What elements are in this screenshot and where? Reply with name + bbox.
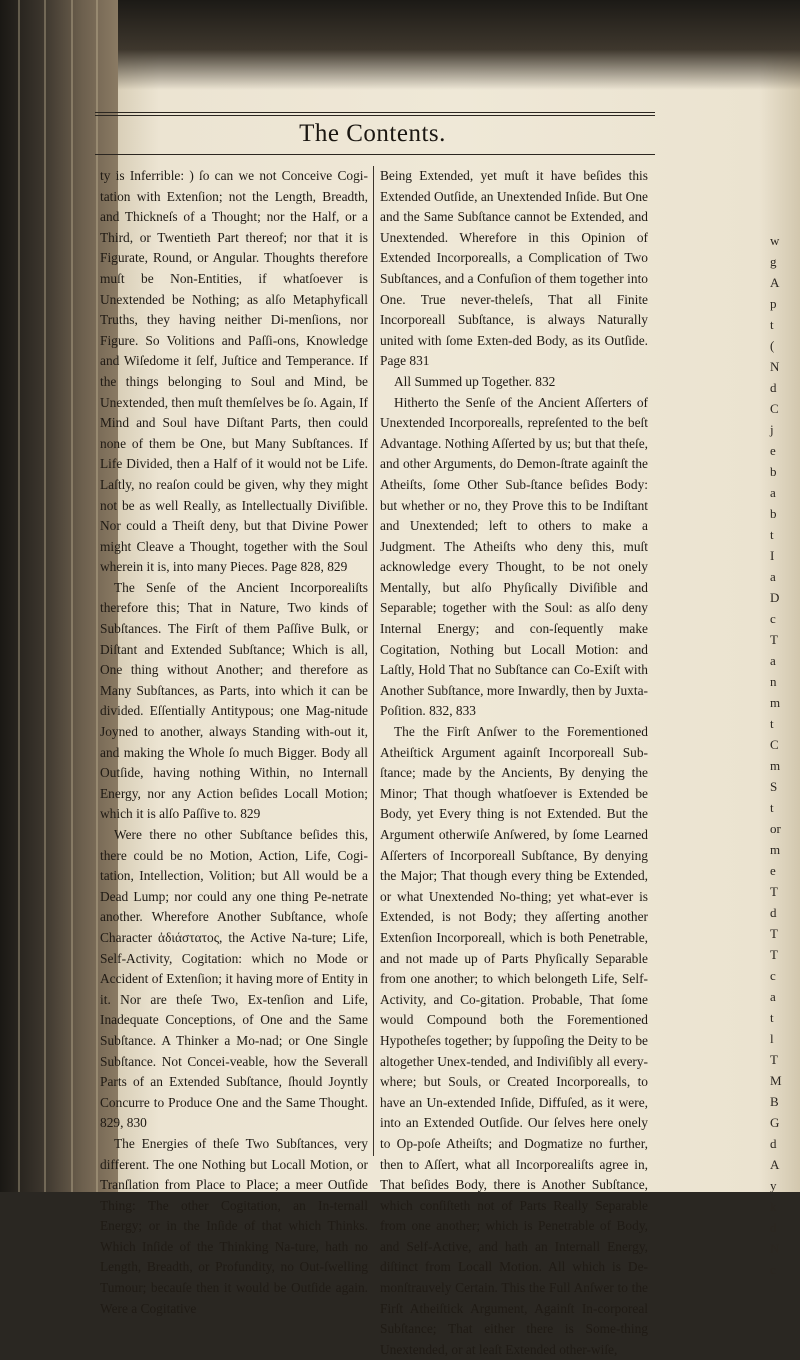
fragment: t	[770, 527, 774, 542]
fragment: B	[770, 1094, 779, 1109]
fragment: p	[770, 296, 777, 311]
paragraph: Hitherto the Senſe of the Ancient Aſſerters of Unextended Incorporealls, repreſented to the beſt Advantage. Nothing Aſſerted by us; but that theſe, and other Arguments, do Demon-ſtrate againſt the Atheiſts, ſome Other Sub-ſtance beſides Body: but whether or no, they Prove this to be Indiſtant and Unextended; left to others to make a Judgment. The Atheiſts who deny this, muſt acknowledge every Thought, to be not onely Mentally, but alſo Phyſically Diviſible and Separable; together with the Soul: as alſo deny Internal Energy; and con-ſequently make Cogitation, Nothing but Locall Motion: and Laſtly, Hold That no Subſtance can Co-Exiſt with Another Subſtance, more Inwardly, then by Juxta-Poſition. 832, 833	[380, 394, 648, 719]
fragment: d	[770, 1136, 777, 1151]
paragraph: Being Extended, yet muſt it have beſides this Extended Outſide, an Unextended Inſide. But One and the Same Subſtance cannot be Extended, and Unextended. Wherefore in this Opinion of Extended Incorporealls, a Complication of Two Subſtances, and a Confuſion of them together into One. True never-theleſs, That all Finite Incorporeall Subſtance, is always Naturally united with ſome Exten-ded Body, as its Outſide. Page 831	[380, 168, 648, 369]
top-shadow	[118, 0, 800, 90]
paragraph: Were there no other Subſtance beſides this, there could be no Motion, Action, Life, Cogi-tation, Intellection, Volition; but All would be a Dead Lump; nor could any one thing Pe-netrate another. Wherefore Another Subſtance, whoſe Character ἀδιάστατος, the Active Na-ture; Life, Self-Activity, Cogitation: which no Mode or Accident of Extenſion; it having more of Entity in it. Nor are theſe Two, Ex-tenſion and Life, Inadequate Conceptions, of One and the Same Subſtance. A Thinker a Mo-nad; or One Single Subſtance. Not Concei-veable, how the Severall Parts of an Extended Subſtance, ſhould Joyntly Concurre to Produce One and the Same Thought. 829, 830	[100, 827, 368, 1131]
fragment: d	[770, 380, 777, 395]
fragment: a	[770, 989, 776, 1004]
fragment: a	[770, 485, 776, 500]
fragment: I	[770, 548, 775, 563]
fragment: m	[770, 842, 781, 857]
fragment: A	[770, 275, 780, 290]
paragraph: The Senſe of the Ancient Incorporealiſts therefore this; That in Nature, Two kinds of Subſtances. The Firſt of them Paſſive Bulk, or Diſtant and Extended Subſtance; Which is all, One thing without Another; and therefore as Many Subſtances, as Parts, into which it can be divided. Eſſentially Antitypous; one Mag-nitude Joyned to another, always Standing with-out it, and making the Whole ſo much Bigger. Body all Outſide, having nothing Within, no Internall Energy, nor any Action beſides Locall Motion; which it is alſo Paſſive to. 829	[100, 579, 368, 822]
fragment: c	[770, 1262, 776, 1277]
fragment: g	[770, 254, 777, 269]
header-double-rule	[95, 112, 655, 116]
column-divider	[373, 166, 374, 1156]
fragment: T	[770, 632, 778, 647]
header-rule	[95, 154, 655, 155]
fragment: n	[770, 674, 777, 689]
paragraph: All Summed up Together. 832	[394, 373, 556, 389]
fragment: m	[770, 695, 781, 710]
fragment: N	[770, 359, 780, 374]
fragment: b	[770, 464, 777, 479]
fragment: D	[770, 590, 780, 605]
fragment: b	[770, 506, 777, 521]
fragment: T	[770, 947, 778, 962]
fragment: (	[770, 338, 775, 353]
adjacent-page-fragments	[766, 230, 800, 1277]
fragment: d	[770, 1220, 777, 1235]
fragment: G	[770, 1115, 780, 1130]
fragment: e	[770, 863, 776, 878]
fragment: t	[770, 1010, 774, 1025]
paragraph: The the Firſt Anſwer to the Forementioned Atheiſtick Argument againſt Incorporeall Sub-ſtance; made by the Ancients, By denying the Minor; That though whatſoever is Extended be Body, yet Every thing is not Extended. But the Argument otherwiſe Anſwered, by ſome Learned Aſſerters of Incorporeall Subſtance, By denying the Major; That though every thing be Extended, or what Unextended No-thing; yet what-ever is Extended, is not Body; they aſſerting another Extenſion Incorporeall, which is both Penetrable, and not made up of Parts Phyſically Separable from one another; to which belongeth Life, Self-Activity, and Co-gitation. Probable, That ſome would Compound both the Forementioned Hypotheſes together; by ſuppoſing the Deity to be altogether Unex-tended, and Indiviſibly all every-where; but Souls, or Created Incorporealls, to have an Un-extended Inſide, Diffuſed, as it were, into an Extended Outſide. Our ſelves here onely to Op-poſe Atheiſts; and Dogmatize no further, then to Aſſert, what all Incorporealiſts agree in, That beſides Body, there is Another Subſtance, which conſiſteth not of Parts Really Separable from one another; which is Penetrable of Body, and Self-Active, and hath an Internall Energy, diſtinct from Locall Motion. All which is De-monſtrauvely Certain. This the Full Anſwer to the Firſt Atheiſtick Argument, Againſt In-corporeal Subſtance; That either there is Some-thing Unextended, or at leaſt Extended other-wiſe,	[380, 724, 648, 1357]
page-title: The Contents.	[299, 120, 446, 147]
fragment: C	[770, 737, 779, 752]
fragment: or	[770, 821, 781, 836]
fragment: S	[770, 779, 778, 794]
fragment: y	[770, 1178, 777, 1193]
paragraph: ty is Inferrible: ) ſo can we not Conceive Cogi-tation with Extenſion; not the Length, Breadth, and Thickneſs of a Thought; nor the Half, or a Third, or Twentieth Part thereof; nor that it is Figurate, Round, or Angular. Thoughts therefore muſt be Non-Entities, if whatſoever is Unextended be Nothing; as alſo Metaphyficall Truths, they having neither Di-menſions, nor Figure. So Volitions and Paſſi-ons, Knowledge and Wiſedome it ſelf, Juſtice and Temperance. If the things belonging to Soul and Mind, be Unextended, then muſt themſelves be ſo. Again, If Mind and Soul have Diſtant Parts, then could none of them be One, but Many Subſtances. If Life Divided, then a Half of it would not be Life. Laſtly, no reaſon could be given, why they might not be as well Really, as Intellectually Diviſible. Nor could a Theiſt deny, but that Divine Power might Cleave a Thought, together with the Soul wherein it is, into many Pieces. Page 828, 829	[100, 168, 368, 575]
fragment: t	[770, 317, 774, 332]
fragment: l	[770, 1031, 774, 1046]
fragment: a	[770, 569, 776, 584]
fragment: T	[770, 926, 778, 941]
fragment: d	[770, 905, 777, 920]
right-column	[380, 166, 648, 1357]
fragment: t	[770, 800, 774, 815]
fragment: M	[770, 1073, 782, 1088]
fragment: c	[770, 611, 776, 626]
page-edge	[96, 0, 98, 1192]
fragment: e	[770, 443, 776, 458]
page-edge	[18, 0, 20, 1192]
paragraph: The Energies of theſe Two Subſtances, very different. The one Nothing but Locall Motion, or Tranſlation from Place to Place; a meer Outſide Thing: The other Cogitation, an In-ternall Energy; or in the Inſide of that which Thinks. Which Inſide of the Thinking Na-ture, hath no Length, Breadth, or Profundity, no Out-ſwelling Tumour; becauſe then it would be Outſide again. Were a Cogitative	[100, 1135, 368, 1316]
fragment: T	[770, 884, 778, 899]
fragment: k	[770, 1199, 777, 1214]
fragment: a	[770, 653, 776, 668]
fragment: A	[770, 1157, 780, 1172]
fragment: T	[770, 1052, 778, 1067]
fragment: t	[770, 716, 774, 731]
left-column	[100, 166, 368, 1316]
page-edge	[71, 0, 73, 1192]
fragment: m	[770, 758, 781, 773]
fragment: N	[770, 1241, 780, 1256]
fragment: w	[770, 233, 780, 248]
fragment: C	[770, 401, 779, 416]
page-edge	[44, 0, 46, 1192]
fragment: c	[770, 968, 776, 983]
fragment: j	[770, 422, 774, 437]
